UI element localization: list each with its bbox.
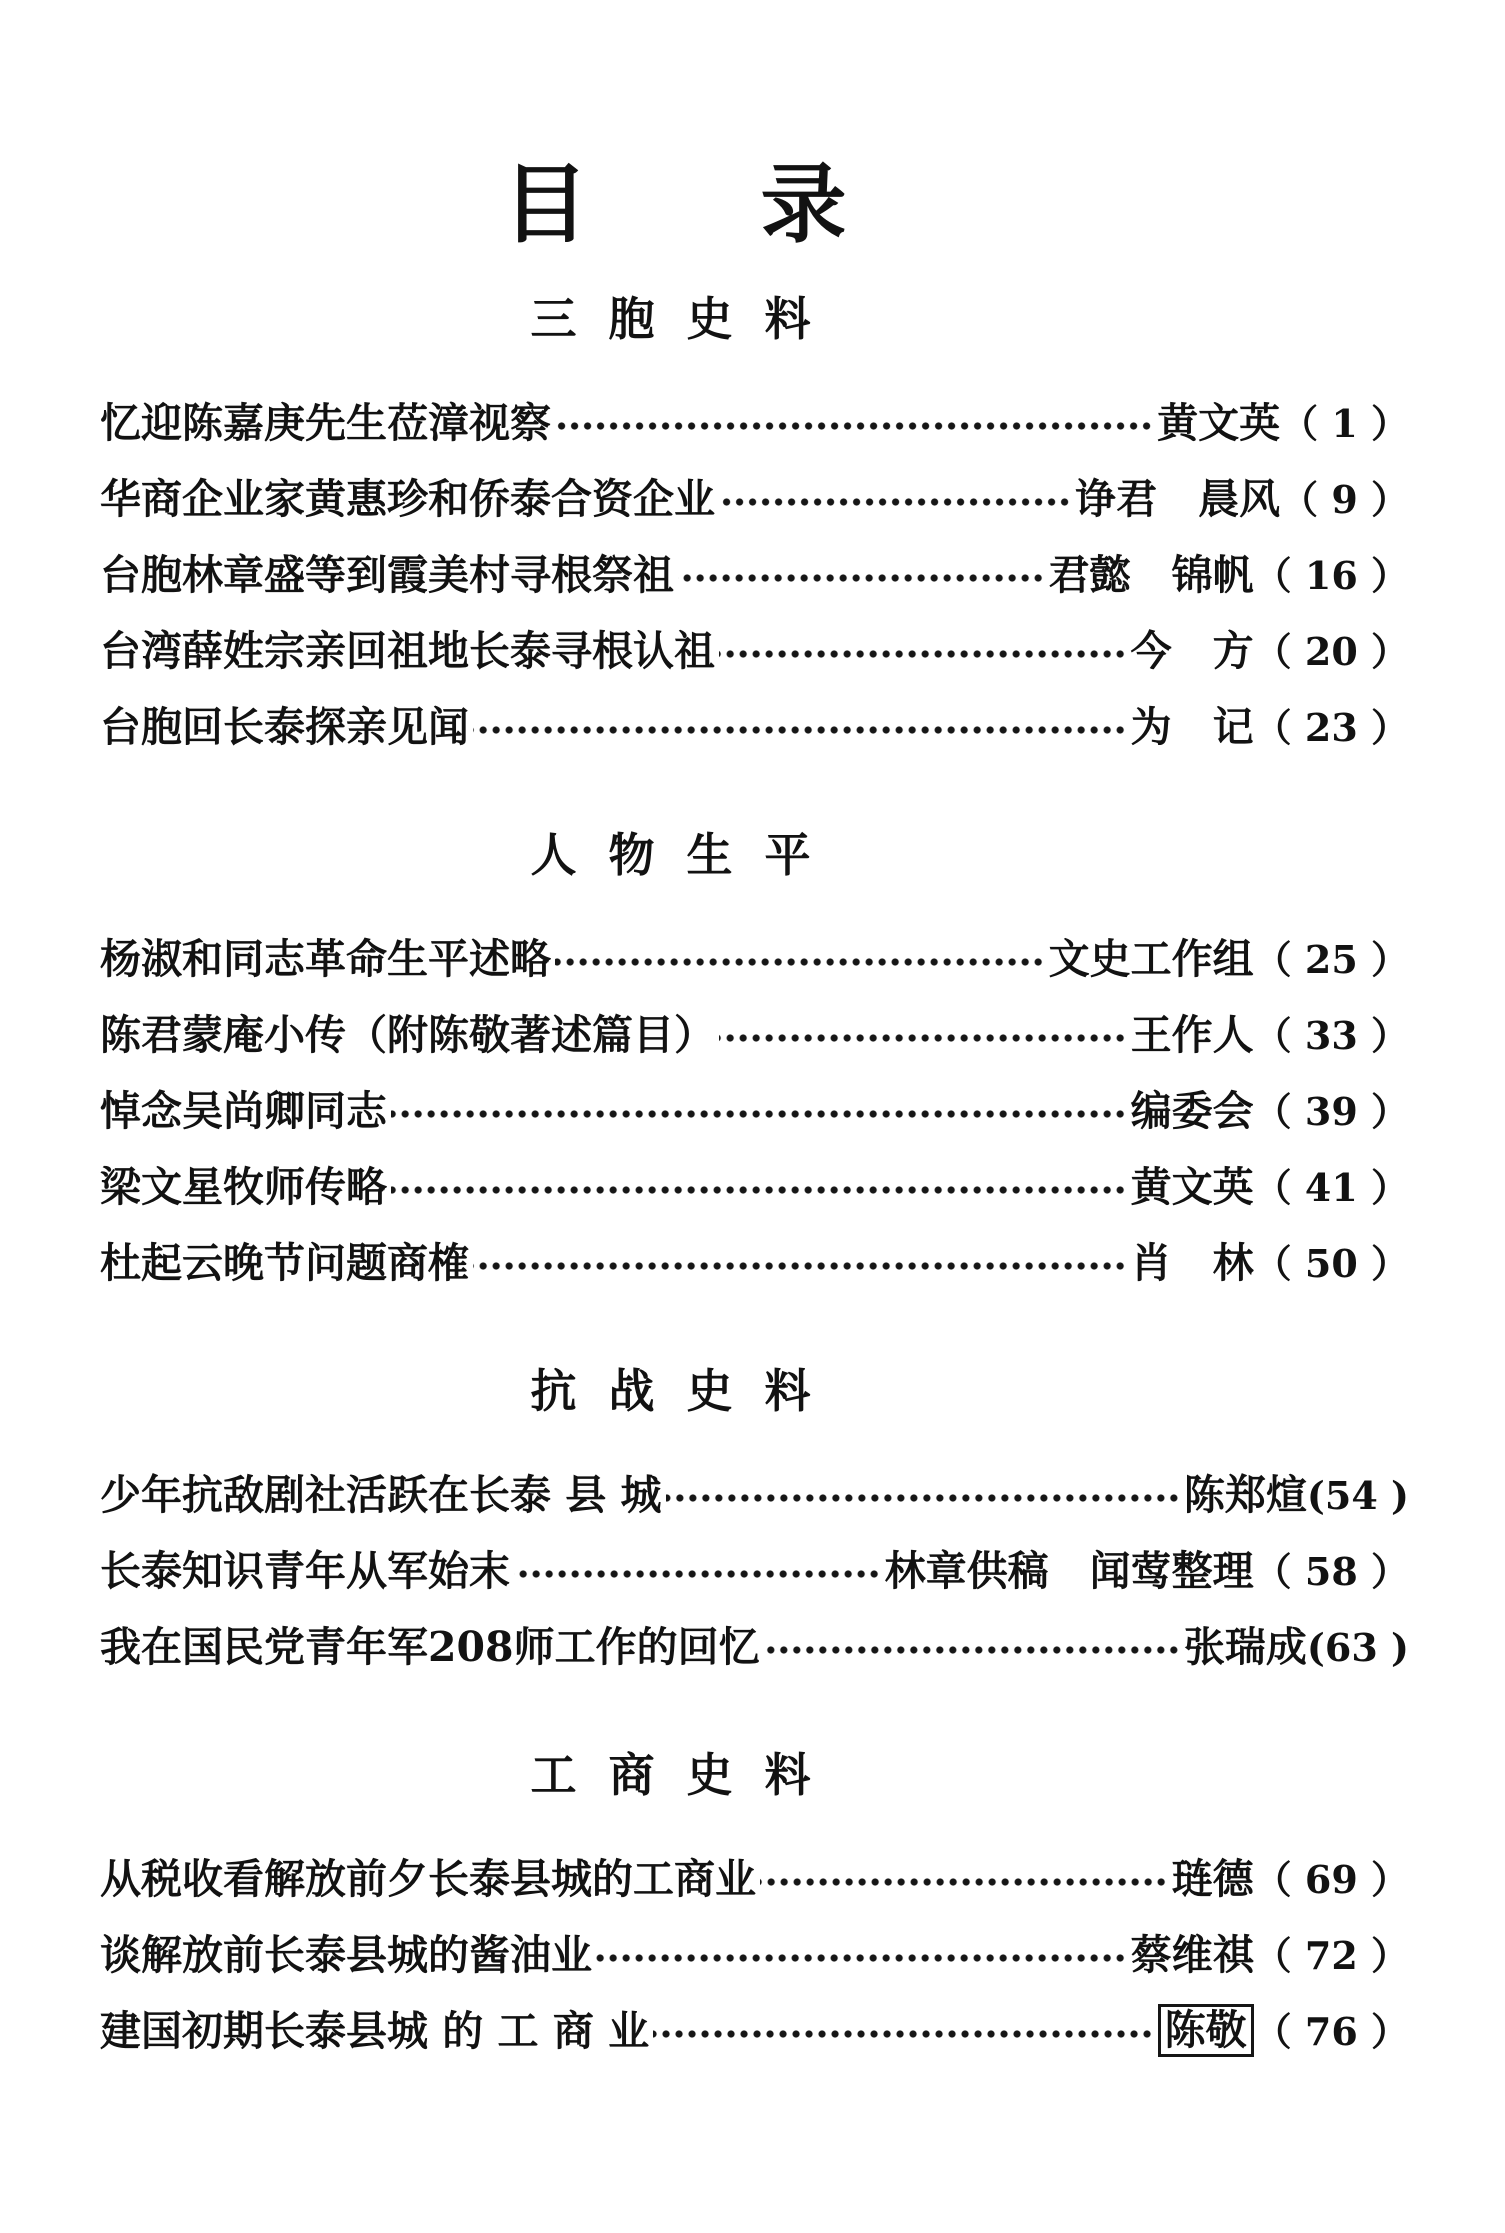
toc-entry xyxy=(100,1149,1409,1225)
toc-entry xyxy=(100,385,1409,461)
entry-page-number: （ 23 ） xyxy=(1253,704,1409,750)
dot-leader xyxy=(653,2027,1154,2041)
toc-entry xyxy=(100,921,1409,997)
toc-section-1 xyxy=(100,283,1409,765)
entry-author: 编委会 xyxy=(1130,1086,1254,1135)
entry-author: 文史工作组 xyxy=(1048,934,1254,983)
entry-page-number: （ 1 ） xyxy=(1280,400,1409,446)
dot-leader xyxy=(391,1183,1127,1197)
entry-page-number: （ 50 ） xyxy=(1253,1240,1409,1286)
entry-title: 台胞林章盛等到霞美村寻根祭祖 xyxy=(100,550,674,599)
entry-page-number: （ 9 ） xyxy=(1280,476,1409,522)
dot-leader xyxy=(514,1567,881,1581)
entry-title: 建国初期长泰县城 的 工 商 业 xyxy=(100,2006,650,2055)
entry-page-number: （ 20 ） xyxy=(1253,628,1409,674)
entry-page-number: （ 39 ） xyxy=(1253,1088,1409,1134)
toc-entry xyxy=(100,1457,1409,1533)
dot-leader xyxy=(555,955,1045,969)
entry-page-number: （ 69 ） xyxy=(1253,1856,1409,1902)
entry-title: 忆迎陈嘉庚先生莅漳视察 xyxy=(100,398,551,447)
entry-title: 梁文星牧师传略 xyxy=(100,1162,387,1211)
entry-author: 肖 林 xyxy=(1130,1238,1254,1287)
toc-entry xyxy=(100,1073,1409,1149)
section-heading: 人 物 生 平 xyxy=(530,827,819,882)
dot-leader xyxy=(719,495,1071,509)
toc-entry xyxy=(100,1993,1409,2069)
entry-title: 陈君蒙庵小传（附陈敬著述篇目） xyxy=(100,1010,715,1059)
section-heading: 工 商 史 料 xyxy=(530,1747,819,1802)
entry-page-number: （ 58 ） xyxy=(1253,1548,1409,1594)
entry-author: 王作人 xyxy=(1130,1010,1254,1059)
dot-leader xyxy=(719,647,1127,661)
entry-author: 陈郑煊 xyxy=(1183,1470,1307,1519)
entry-page-number: （ 41 ） xyxy=(1253,1164,1409,1210)
entry-page-number: （ 72 ） xyxy=(1253,1932,1409,1978)
dot-leader xyxy=(473,723,1127,737)
entry-title: 华商企业家黄惠珍和侨泰合资企业 xyxy=(100,474,715,523)
toc-entry xyxy=(100,1225,1409,1301)
entry-author: 君懿 锦帆 xyxy=(1048,550,1254,599)
toc-entry xyxy=(100,461,1409,537)
toc-section-4 xyxy=(100,1739,1409,2069)
entry-title: 悼念吴尚卿同志 xyxy=(100,1086,387,1135)
dot-leader xyxy=(678,571,1045,585)
entry-title: 杨淑和同志革命生平述略 xyxy=(100,934,551,983)
toc-entry xyxy=(100,1917,1409,1993)
dot-leader xyxy=(719,1031,1127,1045)
entry-page-number: （ 76 ） xyxy=(1253,2008,1409,2054)
entry-page-number: （ 16 ） xyxy=(1253,552,1409,598)
entry-page-number: （ 33 ） xyxy=(1253,1012,1409,1058)
toc-entry xyxy=(100,1609,1409,1685)
toc-entry xyxy=(100,613,1409,689)
dot-leader xyxy=(596,1951,1127,1965)
entry-title: 从税收看解放前夕长泰县城的工商业 xyxy=(100,1854,756,1903)
entry-author: 林章供稿 闻莺整理 xyxy=(884,1546,1254,1595)
entry-author: 蔡维祺 xyxy=(1130,1930,1254,1979)
entry-author: 黄文英 xyxy=(1157,398,1281,447)
toc-entry xyxy=(100,689,1409,765)
entry-author-boxed: 陈敬 xyxy=(1158,2004,1254,2057)
entry-page-number: (63 ) xyxy=(1306,1624,1409,1670)
entry-author: 张瑞成 xyxy=(1183,1622,1307,1671)
entry-author: 为 记 xyxy=(1130,702,1254,751)
section-heading: 抗 战 史 料 xyxy=(530,1363,819,1418)
entry-title: 台胞回长泰探亲见闻 xyxy=(100,702,469,751)
section-heading: 三 胞 史 料 xyxy=(530,291,819,346)
toc-entry xyxy=(100,537,1409,613)
dot-leader xyxy=(760,1875,1168,1889)
dot-leader xyxy=(764,1643,1180,1657)
entry-title: 少年抗敌剧社活跃在长泰 县 城 xyxy=(100,1470,662,1519)
entry-author: 琏德 xyxy=(1171,1854,1254,1903)
entry-title: 我在国民党青年军208师工作的回忆 xyxy=(100,1622,760,1671)
entry-page-number: （ 25 ） xyxy=(1253,936,1409,982)
dot-leader xyxy=(555,419,1153,433)
toc-entry xyxy=(100,1533,1409,1609)
entry-title: 谈解放前长泰县城的酱油业 xyxy=(100,1930,592,1979)
entry-author: 黄文英 xyxy=(1130,1162,1254,1211)
toc-entry xyxy=(100,997,1409,1073)
toc-entry xyxy=(100,1841,1409,1917)
entry-title: 长泰知识青年从军始末 xyxy=(100,1546,510,1595)
dot-leader xyxy=(666,1491,1180,1505)
toc-section-2 xyxy=(100,819,1409,1301)
entry-page-number: (54 ) xyxy=(1306,1472,1409,1518)
entry-author: 诤君 晨风 xyxy=(1075,474,1281,523)
dot-leader xyxy=(391,1107,1127,1121)
dot-leader xyxy=(473,1259,1127,1273)
entry-title: 杜起云晚节问题商榷 xyxy=(100,1238,469,1287)
page-title: 目 录 xyxy=(502,154,847,255)
toc-section-3 xyxy=(100,1355,1409,1685)
toc xyxy=(100,283,1409,2069)
entry-title: 台湾薛姓宗亲回祖地长泰寻根认祖 xyxy=(100,626,715,675)
entry-author: 今 方 xyxy=(1130,626,1254,675)
